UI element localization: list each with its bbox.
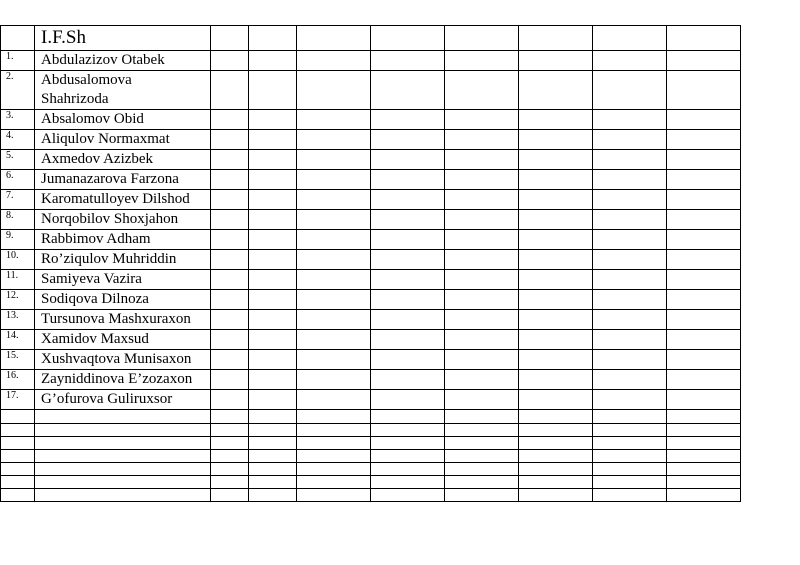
empty-cell (593, 190, 667, 210)
row-number-cell: 13. (1, 310, 35, 330)
empty-cell (297, 110, 371, 130)
row-number-cell: 1. (1, 51, 35, 71)
row-number-cell: 15. (1, 350, 35, 370)
student-name-cell: Ro’ziqulov Muhriddin (35, 250, 211, 270)
empty-cell (371, 350, 445, 370)
empty-cell (593, 350, 667, 370)
row-number-cell: 4. (1, 130, 35, 150)
table-row (1, 350, 741, 370)
empty-cell (593, 150, 667, 170)
empty-cell (593, 110, 667, 130)
student-name-cell: Jumanazarova Farzona (35, 170, 211, 190)
empty-cell (249, 26, 297, 51)
empty-cell (519, 190, 593, 210)
empty-cell (667, 170, 741, 190)
empty-cell (211, 51, 249, 71)
table-row (1, 230, 741, 250)
empty-cell (371, 51, 445, 71)
empty-cell (593, 71, 667, 110)
empty-cell (445, 410, 519, 424)
empty-cell (211, 424, 249, 437)
empty-cell (249, 230, 297, 250)
empty-cell (445, 350, 519, 370)
empty-cell (593, 310, 667, 330)
empty-cell (371, 310, 445, 330)
empty-cell (667, 110, 741, 130)
empty-cell (249, 424, 297, 437)
empty-cell (593, 270, 667, 290)
table-row (1, 310, 741, 330)
header-row (1, 26, 741, 51)
empty-cell (1, 424, 35, 437)
empty-cell (249, 71, 297, 110)
empty-cell (211, 310, 249, 330)
student-name-cell: Xushvaqtova Munisaxon (35, 350, 211, 370)
empty-cell (593, 290, 667, 310)
student-name-cell: Rabbimov Adham (35, 230, 211, 250)
blank-row (1, 476, 741, 489)
blank-row (1, 437, 741, 450)
empty-cell (371, 450, 445, 463)
student-name-cell: Karomatulloyev Dilshod (35, 190, 211, 210)
table-row (1, 71, 741, 110)
table-row (1, 170, 741, 190)
empty-cell (445, 390, 519, 410)
empty-cell (445, 250, 519, 270)
empty-cell (445, 26, 519, 51)
student-name-cell: Abdusalomova Shahrizoda (35, 71, 211, 110)
empty-cell (667, 437, 741, 450)
empty-cell (1, 489, 35, 502)
empty-cell (211, 270, 249, 290)
empty-cell (593, 450, 667, 463)
empty-cell (371, 489, 445, 502)
empty-cell (211, 110, 249, 130)
empty-cell (593, 424, 667, 437)
empty-cell (297, 71, 371, 110)
empty-cell (593, 489, 667, 502)
empty-cell (445, 210, 519, 230)
empty-cell (249, 390, 297, 410)
empty-cell (297, 476, 371, 489)
table-row (1, 290, 741, 310)
student-name-cell: Axmedov Azizbek (35, 150, 211, 170)
empty-cell (211, 170, 249, 190)
empty-cell (445, 51, 519, 71)
empty-cell (249, 489, 297, 502)
empty-cell (519, 170, 593, 190)
empty-cell (445, 130, 519, 150)
empty-cell (593, 370, 667, 390)
empty-cell (593, 51, 667, 71)
empty-cell (593, 330, 667, 350)
table-row (1, 110, 741, 130)
empty-cell (667, 350, 741, 370)
empty-cell (211, 230, 249, 250)
empty-cell (297, 489, 371, 502)
empty-cell (667, 450, 741, 463)
table-row (1, 370, 741, 390)
empty-cell (667, 71, 741, 110)
empty-cell (371, 330, 445, 350)
empty-cell (667, 463, 741, 476)
empty-cell (211, 250, 249, 270)
empty-cell (593, 463, 667, 476)
empty-cell (667, 150, 741, 170)
empty-cell (1, 450, 35, 463)
empty-cell (667, 424, 741, 437)
empty-cell (249, 410, 297, 424)
header-name-cell: I.F.Sh (35, 26, 211, 51)
empty-cell (519, 130, 593, 150)
empty-cell (445, 370, 519, 390)
empty-cell (211, 330, 249, 350)
empty-cell (667, 390, 741, 410)
empty-cell (519, 150, 593, 170)
empty-cell (211, 26, 249, 51)
attendance-table (0, 25, 741, 502)
table-row (1, 270, 741, 290)
empty-cell (1, 410, 35, 424)
blank-row (1, 489, 741, 502)
empty-cell (519, 250, 593, 270)
empty-cell (249, 310, 297, 330)
empty-cell (35, 463, 211, 476)
empty-cell (297, 51, 371, 71)
empty-cell (249, 350, 297, 370)
empty-cell (211, 130, 249, 150)
empty-cell (297, 150, 371, 170)
empty-cell (445, 310, 519, 330)
row-number-cell: 6. (1, 170, 35, 190)
empty-cell (249, 370, 297, 390)
empty-cell (519, 290, 593, 310)
empty-cell (667, 26, 741, 51)
row-number-cell: 5. (1, 150, 35, 170)
empty-cell (667, 270, 741, 290)
empty-cell (297, 450, 371, 463)
empty-cell (297, 410, 371, 424)
empty-cell (667, 330, 741, 350)
empty-cell (371, 390, 445, 410)
empty-cell (593, 390, 667, 410)
row-number-cell: 14. (1, 330, 35, 350)
table-row (1, 330, 741, 350)
blank-row (1, 463, 741, 476)
empty-cell (297, 290, 371, 310)
table-row (1, 210, 741, 230)
empty-cell (371, 370, 445, 390)
empty-cell (445, 463, 519, 476)
student-name-cell: Absalomov Obid (35, 110, 211, 130)
empty-cell (445, 450, 519, 463)
empty-cell (297, 26, 371, 51)
empty-cell (1, 463, 35, 476)
row-number-cell: 17. (1, 390, 35, 410)
empty-cell (593, 476, 667, 489)
empty-cell (211, 290, 249, 310)
table-row (1, 130, 741, 150)
empty-cell (211, 463, 249, 476)
empty-cell (211, 150, 249, 170)
empty-cell (211, 437, 249, 450)
empty-cell (667, 310, 741, 330)
empty-cell (667, 290, 741, 310)
empty-cell (371, 210, 445, 230)
row-number-cell: 16. (1, 370, 35, 390)
table-row (1, 51, 741, 71)
empty-cell (667, 370, 741, 390)
empty-cell (211, 370, 249, 390)
empty-cell (445, 230, 519, 250)
empty-cell (371, 250, 445, 270)
empty-cell (667, 250, 741, 270)
row-number-cell: 12. (1, 290, 35, 310)
empty-cell (371, 437, 445, 450)
empty-cell (249, 463, 297, 476)
empty-cell (211, 390, 249, 410)
empty-cell (211, 410, 249, 424)
blank-row (1, 424, 741, 437)
empty-cell (593, 437, 667, 450)
empty-cell (297, 390, 371, 410)
table-row (1, 250, 741, 270)
empty-cell (445, 71, 519, 110)
empty-cell (519, 410, 593, 424)
empty-cell (371, 110, 445, 130)
student-name-cell: Tursunova Mashxuraxon (35, 310, 211, 330)
empty-cell (593, 130, 667, 150)
empty-cell (519, 370, 593, 390)
empty-cell (445, 270, 519, 290)
empty-cell (249, 130, 297, 150)
empty-cell (211, 71, 249, 110)
empty-cell (35, 424, 211, 437)
empty-cell (519, 210, 593, 230)
empty-cell (249, 290, 297, 310)
empty-cell (593, 210, 667, 230)
empty-cell (297, 350, 371, 370)
empty-cell (667, 489, 741, 502)
empty-cell (445, 437, 519, 450)
empty-cell (519, 230, 593, 250)
student-name-cell: Samiyeva Vazira (35, 270, 211, 290)
row-number-cell: 9. (1, 230, 35, 250)
empty-cell (249, 437, 297, 450)
empty-cell (519, 310, 593, 330)
empty-cell (249, 51, 297, 71)
empty-cell (667, 410, 741, 424)
empty-cell (593, 250, 667, 270)
empty-cell (371, 270, 445, 290)
empty-cell (519, 450, 593, 463)
empty-cell (35, 410, 211, 424)
empty-cell (371, 410, 445, 424)
empty-cell (297, 330, 371, 350)
empty-cell (519, 110, 593, 130)
empty-cell (519, 476, 593, 489)
empty-cell (667, 190, 741, 210)
empty-cell (371, 130, 445, 150)
empty-cell (667, 130, 741, 150)
empty-cell (211, 350, 249, 370)
empty-cell (371, 190, 445, 210)
empty-cell (445, 476, 519, 489)
empty-cell (445, 424, 519, 437)
empty-cell (371, 170, 445, 190)
empty-cell (445, 290, 519, 310)
empty-cell (519, 270, 593, 290)
empty-cell (297, 437, 371, 450)
empty-cell (211, 450, 249, 463)
empty-cell (249, 250, 297, 270)
empty-cell (297, 190, 371, 210)
student-name-cell: Zayniddinova E’zozaxon (35, 370, 211, 390)
student-name-cell: Xamidov Maxsud (35, 330, 211, 350)
student-name-cell: Abdulazizov Otabek (35, 51, 211, 71)
empty-cell (35, 476, 211, 489)
empty-cell (519, 424, 593, 437)
empty-cell (249, 170, 297, 190)
blank-row (1, 410, 741, 424)
empty-cell (371, 71, 445, 110)
empty-cell (297, 230, 371, 250)
empty-cell (519, 489, 593, 502)
empty-cell (445, 489, 519, 502)
empty-cell (297, 424, 371, 437)
empty-cell (445, 330, 519, 350)
empty-cell (249, 110, 297, 130)
row-number-cell: 7. (1, 190, 35, 210)
row-number-cell: 11. (1, 270, 35, 290)
empty-cell (211, 210, 249, 230)
empty-cell (371, 26, 445, 51)
table-body (1, 26, 741, 502)
student-name-cell: G’ofurova Guliruxsor (35, 390, 211, 410)
empty-cell (371, 476, 445, 489)
empty-cell (35, 489, 211, 502)
empty-cell (593, 170, 667, 190)
table-row (1, 390, 741, 410)
empty-cell (445, 150, 519, 170)
empty-cell (249, 450, 297, 463)
empty-cell (667, 210, 741, 230)
empty-cell (519, 350, 593, 370)
empty-cell (667, 476, 741, 489)
empty-cell (445, 170, 519, 190)
student-name-cell: Aliqulov Normaxmat (35, 130, 211, 150)
empty-cell (371, 290, 445, 310)
empty-cell (519, 390, 593, 410)
empty-cell (297, 170, 371, 190)
empty-cell (519, 463, 593, 476)
empty-cell (249, 476, 297, 489)
empty-cell (35, 450, 211, 463)
empty-cell (211, 489, 249, 502)
empty-cell (297, 210, 371, 230)
empty-cell (211, 190, 249, 210)
empty-cell (297, 270, 371, 290)
empty-cell (519, 71, 593, 110)
empty-cell (1, 476, 35, 489)
empty-cell (371, 150, 445, 170)
empty-cell (249, 330, 297, 350)
empty-cell (667, 51, 741, 71)
row-number-cell: 2. (1, 71, 35, 110)
empty-cell (371, 463, 445, 476)
student-name-cell: Norqobilov Shoxjahon (35, 210, 211, 230)
empty-cell (519, 26, 593, 51)
row-number-cell: 10. (1, 250, 35, 270)
empty-cell (297, 463, 371, 476)
empty-cell (593, 26, 667, 51)
empty-cell (667, 230, 741, 250)
table-row (1, 190, 741, 210)
empty-cell (211, 476, 249, 489)
empty-cell (593, 410, 667, 424)
empty-cell (1, 437, 35, 450)
empty-cell (297, 370, 371, 390)
empty-cell (593, 230, 667, 250)
empty-cell (297, 250, 371, 270)
empty-cell (249, 210, 297, 230)
empty-cell (445, 110, 519, 130)
empty-cell (249, 150, 297, 170)
table-row (1, 150, 741, 170)
empty-cell (371, 230, 445, 250)
row-number-cell: 8. (1, 210, 35, 230)
header-number-cell (1, 26, 35, 51)
empty-cell (249, 270, 297, 290)
empty-cell (519, 51, 593, 71)
empty-cell (249, 190, 297, 210)
empty-cell (297, 130, 371, 150)
empty-cell (519, 330, 593, 350)
blank-row (1, 450, 741, 463)
empty-cell (35, 437, 211, 450)
empty-cell (297, 310, 371, 330)
empty-cell (445, 190, 519, 210)
student-name-cell: Sodiqova Dilnoza (35, 290, 211, 310)
row-number-cell: 3. (1, 110, 35, 130)
empty-cell (371, 424, 445, 437)
empty-cell (519, 437, 593, 450)
